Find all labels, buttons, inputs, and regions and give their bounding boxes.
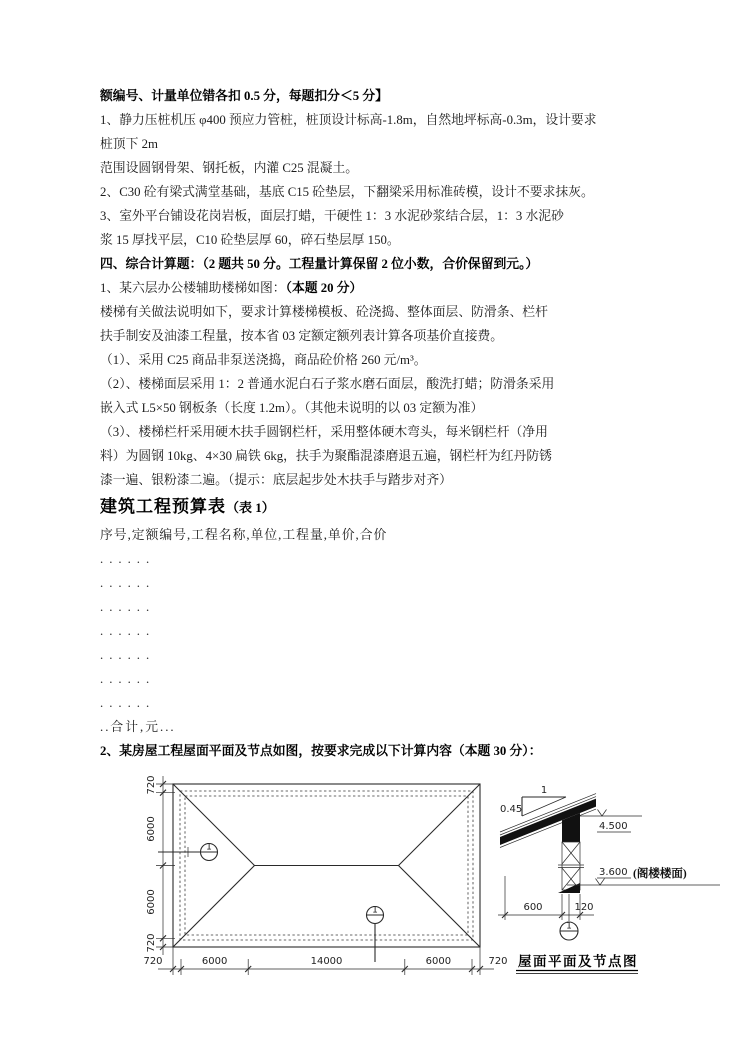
level-mark-attic [567, 866, 720, 885]
budget-table-row: ...... [100, 576, 156, 590]
q1-intro: 1、某六层办公楼辅助楼梯如图： [100, 281, 286, 295]
question-1-line3: 范围设圆钢骨架、钢托板，内灌 C25 混凝土。 [100, 161, 359, 175]
plan-dim-left-6000-top: 6000 [146, 816, 157, 842]
attic-floor-note: (阁楼楼面) [633, 868, 687, 880]
budget-table-columns: 序号,定额编号,工程名称,单位,工程量,单价,合价 [100, 528, 388, 542]
plan-dim-bottom-14000: 14000 [310, 956, 343, 967]
level-attic-value: 3.600 [599, 867, 628, 878]
plan-dim-left-720-top: 720 [146, 775, 157, 795]
section-mark-number: 1 [566, 921, 572, 932]
eave-node-detail-drawing [492, 770, 732, 982]
question-2: 2、C30 砼有梁式满堂基础，基底 C15 砼垫层，下翻梁采用标准砖模，设计不要求抹灰。 [100, 185, 594, 199]
question-1-line2: 桩顶下 2m [100, 137, 158, 151]
slope-rise-label: 0.45 [500, 804, 523, 815]
section-mark-number: 1 [372, 905, 378, 916]
figure-caption [516, 953, 638, 974]
slope-triangle [500, 785, 566, 816]
budget-table-row: ...... [100, 624, 156, 638]
roof-plan-outline [173, 784, 480, 947]
q1-item-3-line3: 漆一遍、银粉漆二遍。（提示：底层起步处木扶手与踏步对齐） [100, 473, 452, 487]
question-3-line1: 3、室外平台铺设花岗岩板，面层打蜡，干硬性 1：3 水泥砂浆结合层，1：3 水泥砂 [100, 209, 564, 223]
section4-q2-title: 2、某房屋工程屋面平面及节点如图，按要求完成以下计算内容（本题 30 分）： [100, 744, 542, 758]
level-roof-value: 4.500 [599, 821, 628, 832]
section-4-title: 四、综合计算题：（2 题共 50 分。工程量计算保留 2 位小数，合价保留到元。） [100, 257, 539, 271]
budget-table-row: ...... [100, 672, 156, 686]
budget-table-title-suffix: （表 1） [226, 500, 275, 515]
budget-table-title-text: 建筑工程预算表 [100, 497, 226, 516]
q1-score: （本题 20 分） [285, 281, 363, 295]
budget-table-row: ...... [100, 600, 156, 614]
plan-left-dimension-chain [146, 775, 175, 955]
q1-item-2-line2: 嵌入式 L5×50 钢板条（长度 1.2m）。（其他未说明的以 03 定额为准） [100, 401, 484, 415]
plan-dim-bottom-720-left: 720 [143, 956, 163, 967]
plan-dim-bottom-720-right: 720 [488, 956, 508, 967]
document-text [100, 84, 666, 763]
plan-dim-bottom-6000-right: 6000 [425, 956, 452, 967]
budget-table-row: ...... [100, 696, 156, 710]
plan-dim-bottom-6000-left: 6000 [201, 956, 228, 967]
level-mark-roof [580, 810, 642, 833]
section-mark-number: 1 [206, 842, 212, 853]
q1-item-3-line2: 料）为圆钢 10kg、4×30 扁铁 6kg，扶手为聚酯混漆磨退五遍，钢栏杆为红丹防锈 [100, 449, 552, 463]
wall-section [558, 813, 584, 893]
figure-caption-text: 屋面平面及节点图 [518, 954, 638, 969]
roof-plan-drawing [82, 763, 512, 991]
q1-desc-line1: 楼梯有关做法说明如下，要求计算楼梯模板、砼浇捣、整体面层、防滑条、栏杆 [100, 305, 548, 319]
eave-fascia-triangle [558, 883, 580, 893]
budget-table-total-row: ..合计,元... [100, 720, 176, 734]
q1-item-1: （1）、采用 C25 商品非泵送浇捣，商品砼价格 260 元/m³。 [100, 353, 427, 367]
slope-run-label: 1 [540, 785, 548, 796]
q1-item-2-line1: （2）、楼梯面层采用 1：2 普通水泥白石子浆水磨石面层，酸洗打蜡；防滑条采用 [100, 377, 555, 391]
plan-dim-left-6000-bottom: 6000 [146, 889, 157, 915]
q1-item-3-line1: （3）、楼梯栏杆采用硬木扶手圆钢栏杆，采用整体硬木弯头，每米钢栏杆（净用 [100, 425, 548, 439]
plan-bottom-dimension-chain [143, 947, 507, 975]
q1-desc-line2: 扶手制安及油漆工程量，按本省 03 定额定额列表计算各项基价直接费。 [100, 329, 504, 343]
section4-q1-title [100, 276, 666, 300]
section-marker-icon [158, 843, 218, 861]
plan-dim-left-720-bottom: 720 [146, 933, 157, 953]
dim-eave-overhang: 600 [523, 902, 543, 913]
budget-table-row: ...... [100, 552, 156, 566]
roof-figure [0, 760, 744, 1052]
detail-dimension-chain [498, 876, 594, 920]
roof-slab [500, 794, 596, 848]
budget-table-row: ...... [100, 648, 156, 662]
scoring-note: 额编号、计量单位错各扣 0.5 分，每题扣分＜5 分】 [100, 89, 388, 103]
question-1-line1: 1、静力压桩机压 φ400 预应力管桩，桩顶设计标高-1.8m，自然地坪标高-0.3m，设计要求 [100, 113, 597, 127]
question-3-line2: 浆 15 厚找平层，C10 砼垫层厚 60，碎石垫层厚 150。 [100, 233, 400, 247]
section-marker-icon [560, 894, 578, 940]
budget-table-title [100, 492, 666, 523]
section-marker-icon [367, 906, 384, 963]
dim-wall-thickness: 120 [574, 902, 594, 913]
